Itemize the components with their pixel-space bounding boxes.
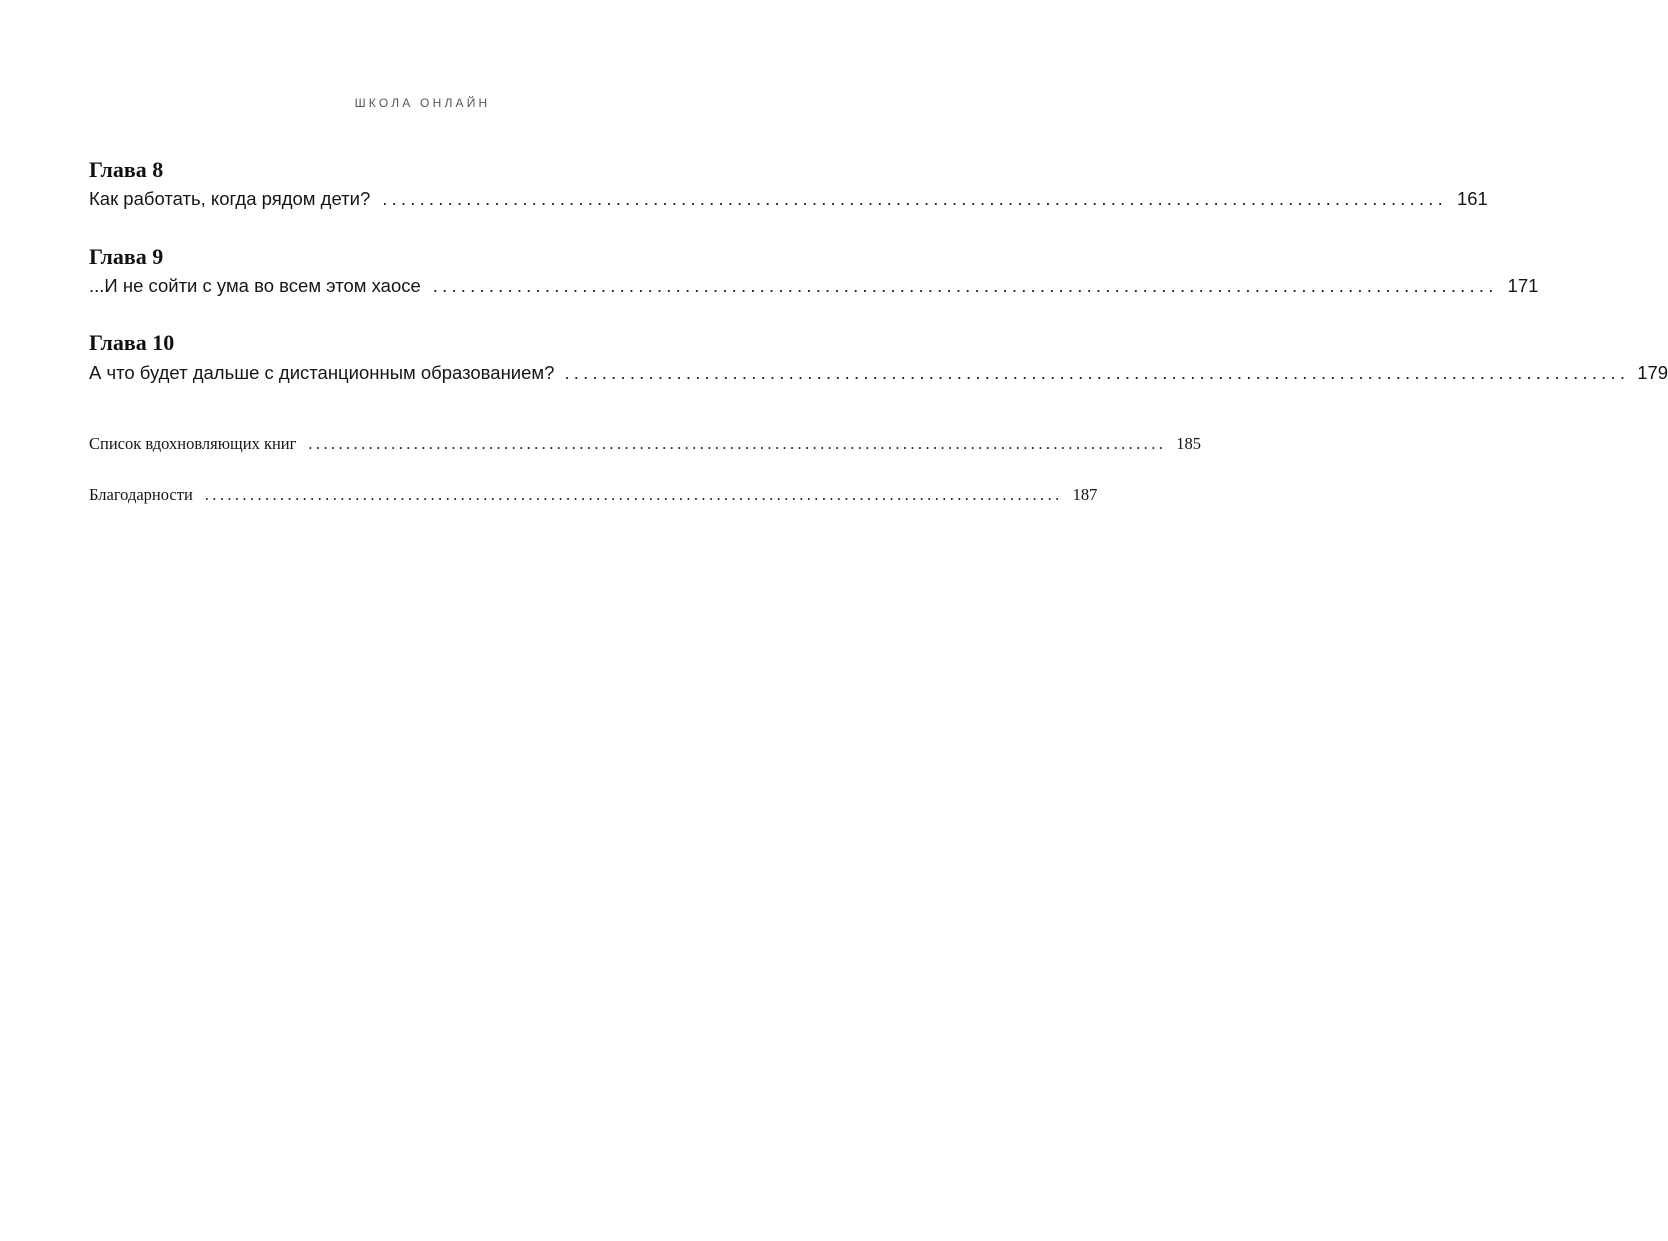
chapter-9-heading: Глава 9 xyxy=(89,244,164,269)
toc-page-number: 187 xyxy=(1072,485,1098,504)
toc-page-number: 161 xyxy=(1456,188,1488,209)
dot-leader: .................................................................................................................. xyxy=(308,434,1167,453)
chapter-8-heading: Глава 8 xyxy=(89,157,164,182)
dot-leader: .................................................................................................................. xyxy=(204,485,1063,504)
dot-leader: .................................................................................................................. xyxy=(382,188,1447,209)
toc-entry-chapter-8[interactable] xyxy=(89,187,1488,211)
toc-entry-books[interactable] xyxy=(89,433,1202,455)
toc-page-number: 185 xyxy=(1176,434,1202,453)
toc-entry-title: ...И не сойти с ума во всем этом хаосе xyxy=(89,275,421,296)
toc-entry-chapter-9[interactable] xyxy=(89,274,1539,298)
dot-leader: .................................................................................................................. xyxy=(432,275,1498,296)
toc-page-number: 171 xyxy=(1507,275,1539,296)
toc-entry-thanks[interactable] xyxy=(89,484,1098,506)
toc-page-number: 179 xyxy=(1637,362,1668,383)
toc-entry-title: Список вдохновляющих книг xyxy=(89,434,297,453)
toc-entry-title: Благодарности xyxy=(89,485,193,504)
dot-leader: .................................................................................................................. xyxy=(564,362,1630,383)
chapter-10-heading: Глава 10 xyxy=(89,330,175,355)
toc-entry-chapter-10[interactable] xyxy=(89,361,1668,385)
running-head: ШКОЛА ОНЛАЙН xyxy=(354,96,491,110)
toc-entry-title: Как работать, когда рядом дети? xyxy=(89,188,371,209)
toc-entry-title: А что будет дальше с дистанционным образованием? xyxy=(89,362,555,383)
